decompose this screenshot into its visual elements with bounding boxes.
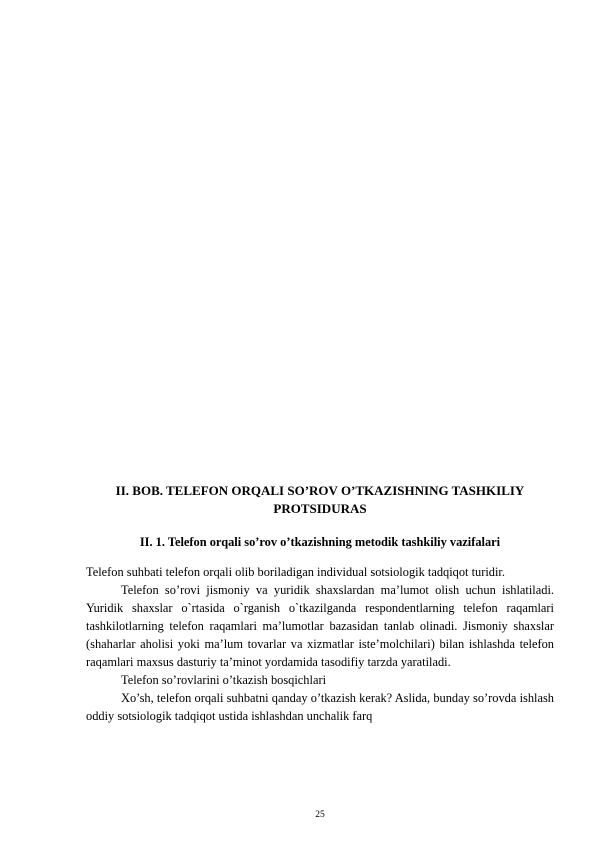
body-text (86, 563, 554, 725)
paragraph-how-to: Xo’sh, telefon orqali suhbatni qanday o’tkazish kerak? Aslida, bunday so’rovda ishlash oddiy sotsiologik tadqiqot ustida ishlashdan unchalik farq (86, 691, 554, 723)
section-title: II. 1. Telefon orqali so’rov o’tkazishning metodik tashkiliy vazifalari (139, 535, 501, 549)
page-number: 25 (315, 810, 325, 820)
paragraph-definition: Telefon suhbati telefon orqali olib boriladigan individual sotsiologik tadqiqot turidir. (86, 565, 505, 579)
paragraph-stages-heading: Telefon so’rovlarini o’tkazish bosqichlari (121, 673, 327, 687)
paragraph-usage: Telefon so’rovi jismoniy va yuridik shaxslardan ma’lumot olish uchun ishlatiladi. Yuridik shaxslar o`rtasida o`rganish o`tkazilganda respondentlarning telefon raqamlari tashkilotlarning telefon raqamlari ma’lumotlar bazasidan tanlab olinadi. Jismoniy shaxslar (shaharlar aholisi yoki ma’lum tovarlar va xizmatlar iste’molchilari) bilan ishlashda telefon raqamlari maxsus dasturiy ta’minot yordamida tasodifiy tarzda yaratiladi. (86, 583, 554, 669)
chapter-title: II. BOB. TELEFON ORQALI SO’ROV O’TKAZISHNING TASHKILIY PROTSIDURAS (115, 483, 525, 516)
